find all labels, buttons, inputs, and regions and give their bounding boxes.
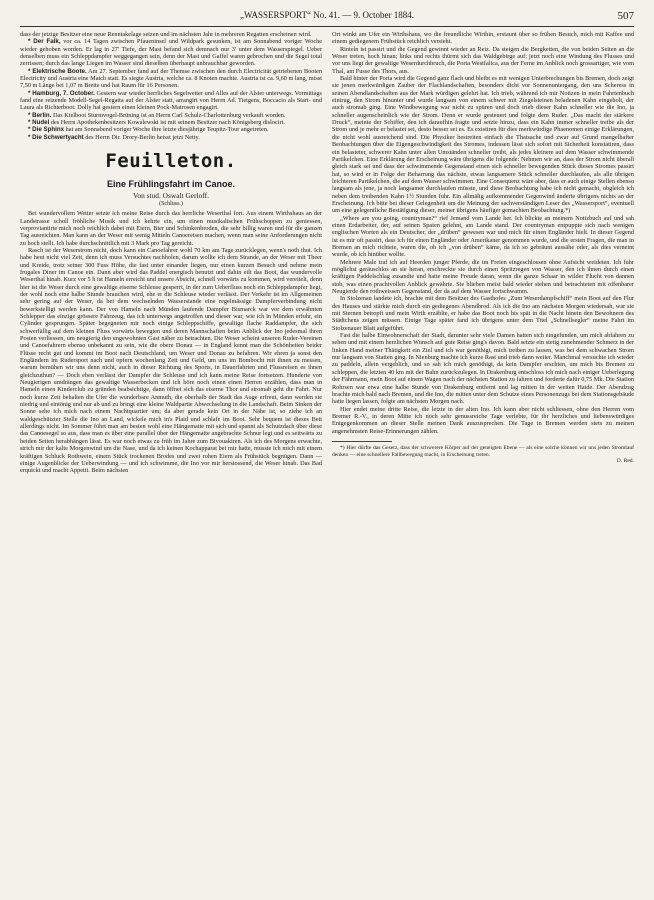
news-item-label: * Hamburg, 7. October.: [28, 89, 95, 97]
news-item: [20, 126, 322, 133]
paragraph: In Stolzenau landete ich, brachte mit dem Besitzer des Gasthofes „Zum Weserdampfschiff“ mein Boot auf den Flur des Hauses und stärkte mich durch ein gediegenes Abendbrod. Als ich die Ino am nächsten Morgen wiedersah, war sie mit Sternen betropft und mein Wirth erzählte, er habe das Boot noch bis spät in die Nacht hinein den Bewohnern des Städtchens zeigen müssen. Einige Tage später fand ich übrigens unter dem Titel „Schnellsegler“ meine Fahrt im Stolzenauer Blatt aufgeführt.: [332, 295, 634, 332]
issue-info: No. 41. — 9. October 1884.: [313, 10, 414, 20]
news-item: [20, 38, 322, 67]
story-subtitle: (Schluss.): [159, 201, 183, 208]
paragraph: Mehrere Male traf ich auf Heerden junger Pferde, die im Freien eingeschlossen ohne Aufsicht weideten. Ich fuhr möglichst geräuschlos an sie heran, erschreckte sie durch einen Spritzregen von Wasser, den ich ihnen durch einen kräftigen Paddelschlag zusandte und hatte meine Freude daran, wenn die ganze Schaar in wilder Flucht von dannen stob, was einen prachtvollen Anblick gewährte. Sie blieben meist bald wieder stehen und betrachteten mit offenbarer Neugierde den rothweissen Gegenstand, der da auf dem Wasser fortschwamm.: [332, 258, 634, 296]
news-item-label: * Nudel: [28, 119, 50, 127]
news-item: [20, 112, 322, 119]
news-item-text: Am 27. September fand auf der Themse zwischen den durch Electricität getriebenen Booten Electricity und Austria eine Match statt. Es siegte Austria, welche ca. 8 Knoten machte. Austria ist ca. 9,60 m lang, misst 7,50 m Länge bei 1,07 m Breite und hat Raum für 16 Personen.: [20, 67, 322, 90]
page-number: 507: [617, 10, 634, 22]
header-center: [20, 10, 634, 20]
journal-name: „WASSERSPORT“: [240, 10, 311, 20]
paragraph: Bald hinter der Porta wird die Gegend ganz flach und bleibt es mit wenigen Unterbrechungen bis Bremen, doch zeigt sie jenen merkwürdigen Zauber der Flachlandschaften, besonders dicht vor Sonnenuntergang, den uns Scheress in seinen Abendlandschaften aus der Mark würdigen gelehrt hat. Ich trieb, während ich mir Notizen in mein Fahrtenbuch eintrug, den Strom hinunter und wurde langsam von einem schwer mit Ziegelsteinen beladenen Kahn eingeholt, der auch stromab ging. Eine Windbewegung war nicht zu spüren und doch trieb dieser Kahn schneller wie die Ino, ja schneller augenscheinlich wie der Strom. Denn er wurde gesteuert und folgte dem Ruder. „Das macht der stärkere Druck“, meinte der Schiffer, den ich daraufhin fragte und setzte hinzu, dass ein Kahn immer schneller treibe als der Strom und je mehr er belastet sei, desto besser sei es. Es existiren für dies merkwürdige Phaenomen einige Erklärungen, die nicht wohl ausreichend sind. Die Physiker bestreiten einfach die Thatsache und zwar auf Grund mangelhafter Beobachtungen über die Eigengeschwindigkeit des Stromes, indessen lässt sich sofort mit Sicherheit konstatiren, dass ein belasteter, schwerer Kahn unter allen Umständen schneller treibt, als jedes kleinere auf dem Wasser schwimmende Partikelchen. Eine Erklärung der Erscheinung wäre übrigens die folgende: Nehmen wir an, dass der Strom nicht überall gleich stark sei und dass der schwimmende Gegenstand einen sich schneller bewegenden Stück dieses Stromes passirt hat, so wird er in Folge der Beharrung das nächste, etwas langsamere Stück schneller durchlaufen, als alle übrigen leichteren Partikelchen, die auf dem Wasser schwimmen. Eine Consequenz wäre aber, dass er auch einige Stellen ebenso langsam als jene, ja noch langsamer durchlaufen müsste, und diese Beobachtung habe ich nicht gemacht, obgleich ich neben dem treibenden Kahn 1½ Stunden fuhr. Ein allmälig aufkommender Gegenwind änderte übrigens nichts an der Erscheinung. Ich bitte bei dieser Gelegenheit um die Meinung der sachverständigen Leser des „Wassersport“, eventuell um eine gelegentliche Bestätigung dieser, meiner übrigens häufiger gemachten Beobachtung.*): [332, 75, 634, 215]
paragraph: Rasch ist der Weserstrom nicht, doch kann ein Canoefahrer wohl 70 km am Tage zurücklegen, wenn's noth thut. Ich habe heut nicht viel Zeit, denn ich muss Versuchtes nachholen, darum wollte ich dem Strande, an der Weser mit Theer und Kreide, trotz seiner 300 Fuss Höhe, die fast unter einander liegen, nur einen kurzen Besuch und nehme mein frugales Diner im Canoe ein. Dann aber wird das Paddel energisch benutzt und dahin eilt das Boot, das wundervolle Weserthal hinab. Kurz vor 5 h ist Hameln erreicht und unsere Absicht, schnell vorwärts zu kommen, wird vereitelt, denn hier ist die Weser durch eine gewaltige eiserne Schleuse gesperrt, in der zum Ueberfluss noch ein Schleppdampfer liegt, der wohl noch eine halbe Stunde brauchen wird, ehe er die Schleuse wieder verlässt. Der Verkehr ist im Allgemeinen sehr gering auf der Weser, da bei dem wechselnden Wasserstande eine regelmässige Dampferverbindung nicht bewerkstelligt werden kann. Der von Hameln nach Münden laufende Dampfer Bismarck war vor dem erwähnten Schlepper das einzige grössere Fahrzeug, das ich unterwegs angetroffen und dieser war, wie ich in Münden erfuhr, ein Cylinder gesprungen. Später begegneten mir noch einige Schleppschiffe, gewaltige flache Raddampfer, die sich schwerfällig auf dem kleinen Fluss vorwärts bewegten und deren Mannschaften beim Anblick der Ino jedesmal ihren Posten verliessen, um neugierig den ungewohnten Gast näher zu betrachten. Die Weser scheint unseren Ruder-Vereinen und Canoefahrern ebenso unbekannt zu sein, wie die obere Donau — in England kennt man die Schönheiten beider Flüsse recht gut und kommt im Boot nach Deutschland, um Weser und Donau zu befahren. Wir ehren ja sonst den Engländern im Rudersport nach und opfern wochenlang Zeit und Geld, um uns im Bombocht mit ihnen zu messen, warum bemühen wir uns denn nicht, auch in dieser Richtung des Sports, in Dauerfahrten und Flussreisen es ihnen gleichzuthun? — Doch eben verlässt der Dampfer die Schleuse und ich kann meine Reise fortsetzen. Hunderte von Neugierigen umdrängen das gewaltige Wasserbecken und ich höre noch einen einen Herren erzählen, dass man in Hameln einen Kinderclub zu gründen beabsichtige, dann öffnet sich das eiserne Thor und stromab geht die Fahrt. Nur noch kurze Zeit behalten die Ufer die wunderbare Anmuth, die oberhalb der Stadt das Auge erfreut, dann werden sie niedrig und eintönig und nur ab und zu bringt eine kleine Waldpartie Abwechselung in die Landschaft. Beim Sinken der Sonne sehe ich mich nach einem Nachtquartier um; da aber gerade kein Ort in der Nähe ist, so ziehe ich an waldgeschützter Stelle die Ino an Land, wickele mich in's Plaid und schlafe im Boot. Sehr bequem ist dieses Bett allerdings nicht. Im Sommer führt man am besten wohl eine Hängematte mit sich und spannt als Schutzdach über diese das Canoesegel so aus, dass man es über eine parallel über der Hängematte angebrachte Schnur legt und es seitwärts zu beiden Seiten herabhängen lässt. Es war noch etwas zu früh im Jahre zum Bivouakiren. Als ich des Morgens erwachte, strich mir der kalte Morgenwind um die Nase, und da ich keinen Kochapparat bei mir hatte, musste ich mich mit einem kräftigen Schluck Rothwein, einem Stück trockenen Brodes und zwei rohen Eiern als Frühstück begnügen. Dann — einige Augenblicke der Ueberwindung — und ich schwimme, die Ino vor mir herstossend, die Weser hinab. Das Bad erquickt und macht Appetit. Beim nächsten: [20, 246, 322, 475]
news-item: [20, 119, 322, 126]
news-item-label: * Elektrische Boote.: [28, 67, 87, 75]
news-item: [20, 134, 322, 141]
paragraph: Hier endet meine dritte Reise, die letzte in der alten Ino. Ich kann aber nicht schliessen, ohne den Herren vom Bremer R.-V., in deren Mitte ich noch sehr genussreiche Tage verlebte, für ihr herzliches und liebenswürdiges Entgegenkommen an dieser Stelle meinen Dank auszusprechen. Die Tage in Bremen werden stets zu meinen angenehmsten Reise-Erinnerungen zählen.: [332, 405, 634, 435]
news-item-text: Das Kielboot Sturmvogel-Brüning ist an Herrn Carl Schulz-Charlottenburg verkauft worden.: [51, 111, 286, 119]
footnote-divider: [332, 441, 392, 442]
paragraph: Rinteln ist passirt und die Gegend gewinnt wieder an Reiz. Da steigen die Bergketten, die von beiden Seiten an die Weser treten, hoch hinan; links und rechts thürmt sich das Waldgebirge auf; jetzt noch eine Windung des Flusses und vor uns liegt der gewaltige Weserdurchbruch, die Porta Westfalica, aus der Ferne im Anblick noch grossartiger, wie vom Thal, am Fusse des Thors, aus.: [332, 45, 634, 75]
news-item: [20, 68, 322, 90]
news-item-text: vor ca. 14 Tagen zwischen Pfaueninsel und Wildpark gesunken, ist am Sonnabend voriger Woche wieder gehoben worden. Er lag in 27′ Tiefe, der Mast befand sich demnach nur 3′ unter dem Wasserspiegel. Ueber denselben muss ein Schleppdampfer weggegangen sein, denn der Mast und Gaffel waren gebrochen und die Segel total zerrissen; durch das lange Liegen im Wasser sind dieselben überhaupt unbrauchbar geworden.: [20, 38, 322, 68]
footnote-signature: D. Red.: [616, 458, 634, 465]
left-column: [20, 31, 322, 895]
news-item-label: * Die Sphinx: [28, 126, 65, 134]
paragraph: Ort winkt am Ufer ein Wirthshaus, wo die freundliche Wirthin, erstaunt über so frühen Besuch, mich mit Kaffee und einem gediegenem Frühstück reichlich versieht.: [332, 31, 634, 46]
news-item-text: hat am Sonnabend voriger Woche ihre letzte diesjährige Teupitz-Tour angetreten.: [64, 126, 269, 134]
news-item-label: * Der Falk,: [28, 38, 61, 46]
paragraph: „Where are you going, countryman?“ rief Jemand vom Lande her. Ich blickte an meinem Notizbuch auf und sah einen Erdarbeiter, der, auf seinen Spaten gelehnt, am Lande stand. Der countryman entpuppte sich nach wenigen englischen Worten als ein Deutscher, der „drüben“ gewesen war und mich für einen Engländer hielt. In dieser Gegend ist es mir oft passirt, dass ich für einen Engländer oder Amerikaner genommen wurde, und die ersten Fragen, die man in Bremen an mich richtete, waren die, ob ich „von drüben“ käme, da ich so gebräunt aussähe oder, als dies verneint wurde, ob ich hinüber wollte.: [332, 214, 634, 259]
story-title: Eine Frühlingsfahrt im Canoe.: [106, 179, 235, 190]
news-item-label: * Berlin.: [28, 111, 52, 119]
news-item-text: Gestern war wieder herrliches Segelwetter und Alles auf der Alster unterwegs. Vormittags fand eine reizende Modell-Segel-Regatta auf der Alster statt, arrangirt von Herrn Ad. Tietgens, Boccacio als Start- und Laura als Richterboot. Dolly hat gestern einen kleinen Pock-Matrosen engagirt.: [20, 89, 322, 112]
footnote: *) Hier dürfte das Gesetz, dass der schwerere Körper auf der geneigten Ebene — als eine solche können wir uns jeden Stromlauf denken — eine schnellere Fallbewegung macht, in Erscheinung treten.: [332, 444, 634, 458]
paragraph: Bei wundervollem Wetter setzte ich meine Reise durch das herrliche Weserthal fort. Aus einem Wirthshaus an der Landstrasse scholl fröhliche Musik und ich kehrte ein, um einen musikalischen Frühschoppen zu geniessen, verproviantirte mich noch reichlich dabei mit Eiern, Bier und Schinkenbroden, die sehr billig waren und für die ganzen Tag ausreichten. Man kann an der Weser mit wenig Mitteln Canoereisen machen, wenn man seine Anforderungen nicht zu hoch stellt. Ich habe durchschnittlich mit 3 Mark pro Tag gereicht.: [20, 210, 322, 247]
news-item: [20, 90, 322, 112]
paragraph: dass der jetzige Besitzer eine neue Renntakelage setzen und im nächsten Jahr in mehreren Regatten erscheinen wird.: [20, 31, 312, 38]
story-author: Von stud. Oswalt Gerloff.: [133, 191, 209, 201]
news-item-text: des Herrn Dir. Drory-Berlin heisst jetzt Netty.: [83, 133, 200, 141]
right-column: [332, 31, 634, 895]
news-item-label: * Die Schwertyacht: [28, 133, 84, 141]
section-heading-feuilleton: Feuilleton.: [105, 150, 237, 173]
paragraph: Fast die halbe Einwohnerschaft der Stadt, darunter sehr viele Damen hatten sich eingefunden, um mich abfahren zu sehen und mit einem herzlichen Wunsch auf gute Reise ging's davon. Bald setzte ein stetig zunehmender Schmerz in der linken Hand meiner Thätigkeit ein Ziel und ich war genöthigt, mich treiben zu lassen, was bei dem schwachen Strom nur langsam von Statten ging. In Nienburg machte ich kurze Rast und trieb dann weiter. Manchmal versuchte ich wieder zu paddeln, allein vergeblich, und so sah ich mich genöthigt, da kein Dampfer erschien, um mich bis Bremen zu schleppen, die letzten 40 km mit der Bahn zurückzulegen. In Drakenburg entschloss ich mich nach einiger Ueberlegung der Fährmann, mein Boot auf einem Wagen nach der nächsten Station zu fahren und forderte dafür 0,75 Mk. Die Station Rohrsen war etwa eine halbe Stunde von Drakenburg entfernt und lag mitten in der weiten Haide. Der Abendzug brachte mich bald nach Bremen, und die Ino, die mitten unter dem Schutze eines Personenzugs bei dem Stationsgebäude hatte liegen lassen, folgte am nächsten Morgen nach.: [332, 332, 634, 406]
page-header: [20, 8, 634, 27]
news-item-text: des Herrn Apothekenbesitzers Kowalewski ist mit seinem Besitzer nach Königsberg dislocirt.: [49, 119, 285, 127]
page-columns: [20, 31, 634, 895]
